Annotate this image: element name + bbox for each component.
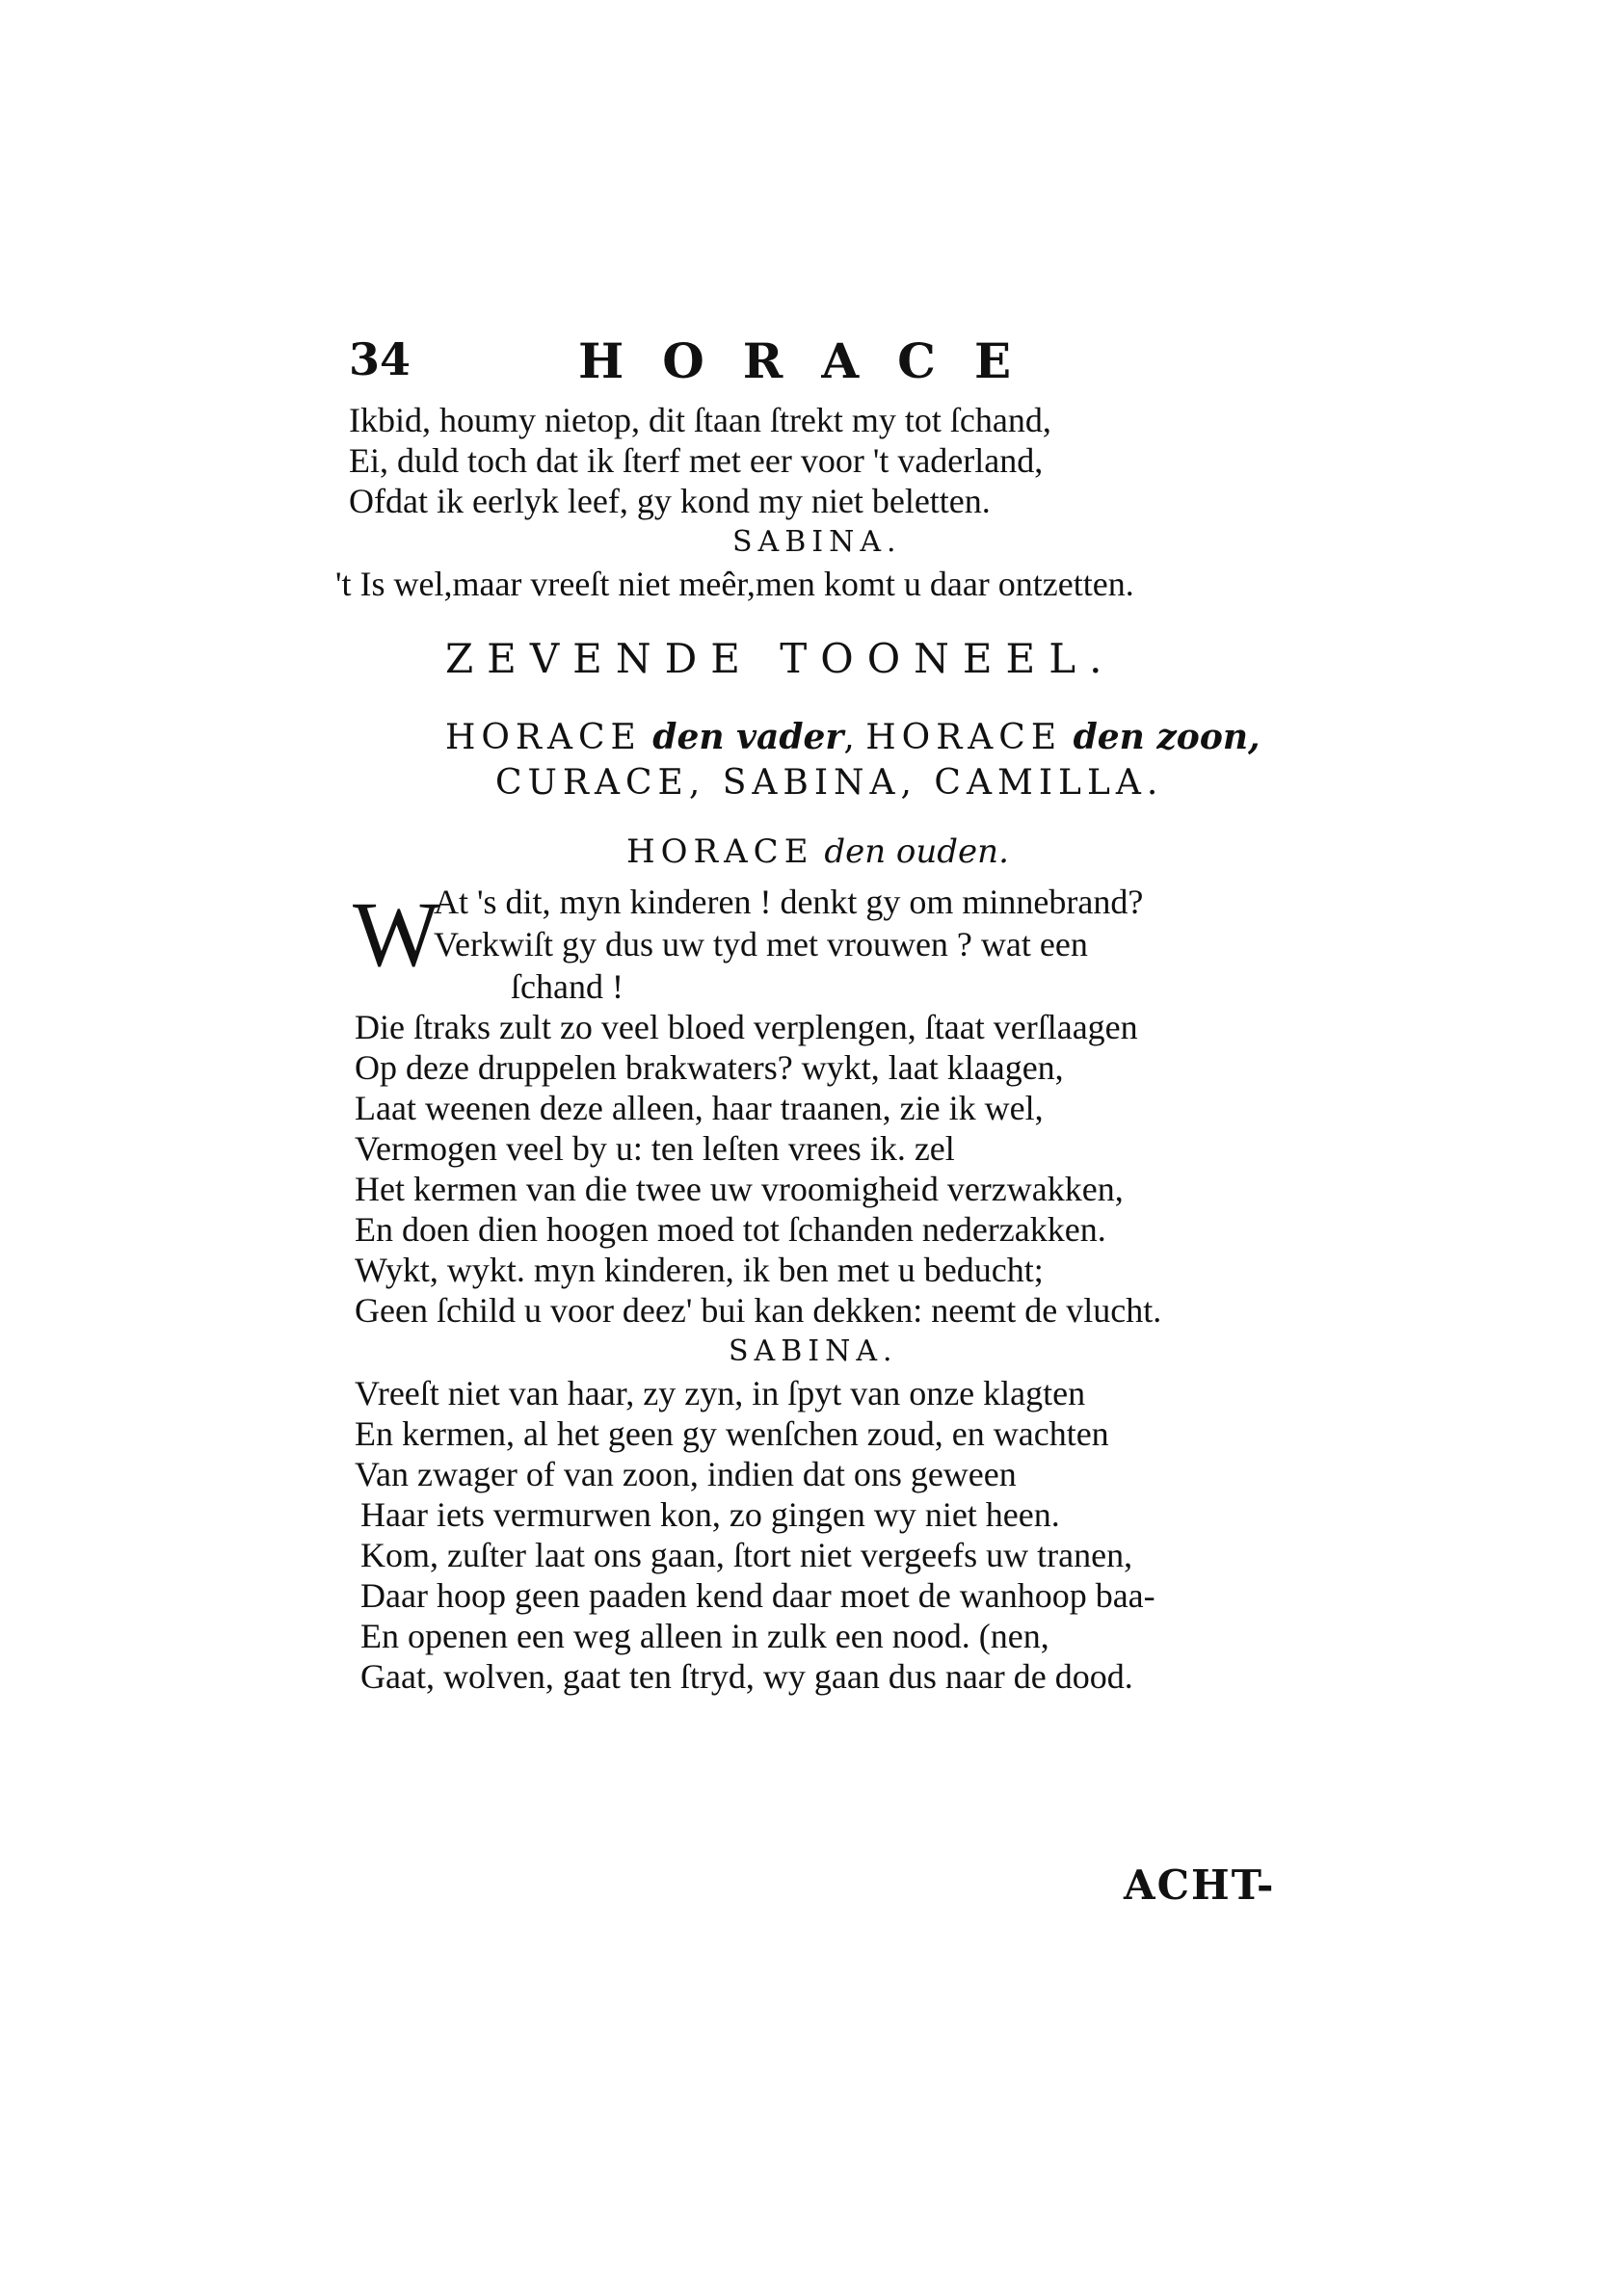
- verse-line: Kom, zuſter laat ons gaan, ſtort niet vergeefs uw tranen,: [360, 1536, 1133, 1574]
- verse-line: Haar iets vermurwen kon, zo gingen wy niet heen.: [360, 1495, 1060, 1534]
- verse-line: Laat weenen deze alleen, haar traanen, zie ik wel,: [355, 1089, 1044, 1127]
- speaker-name: HORACE: [626, 832, 814, 871]
- verse-line: Vermogen veel by u: ten leſten vrees ik. zel: [355, 1129, 955, 1168]
- verse-line: En openen een weg alleen in zulk een nood. (nen,: [360, 1617, 1049, 1655]
- verse-line: Ei, duld toch dat ik ſterf met eer voor 't vaderland,: [349, 441, 1044, 480]
- verse-line: Daar hoop geen paaden kend daar moet de wanhoop baa-: [360, 1576, 1155, 1615]
- verse-line: Ofdat ik eerlyk leef, gy kond my niet beletten.: [349, 482, 991, 520]
- cast-epithet: den zoon,: [1073, 717, 1261, 757]
- verse-line: Gaat, wolven, gaat ten ſtryd, wy gaan dus naar de dood.: [360, 1657, 1133, 1696]
- verse-line: Van zwager of van zoon, indien dat ons geween: [355, 1455, 1017, 1493]
- verse-line: Geen ſchild u voor deez' bui kan dekken: neemt de vlucht.: [355, 1291, 1162, 1330]
- cast-name: HORACE: [445, 718, 642, 757]
- drop-cap: W: [353, 883, 440, 986]
- cast-epithet: den vader: [652, 717, 844, 757]
- verse-line: Het kermen van die twee uw vroomigheid verzwakken,: [355, 1170, 1124, 1208]
- page-number: 34: [349, 333, 411, 385]
- speaker-epithet: den ouden.: [824, 832, 1009, 871]
- verse-line: Ikbid, houmy nietop, dit ſtaan ſtrekt my tot ſchand,: [349, 401, 1051, 439]
- speaker-heading: [626, 832, 1009, 871]
- speaker-name: SABINA.: [732, 525, 902, 559]
- running-title: HORACE: [578, 332, 1050, 389]
- verse-line: Op deze druppelen brakwaters? wykt, laat klaagen,: [355, 1048, 1064, 1087]
- cast-list-line: CURACE, SABINA, CAMILLA.: [495, 763, 1164, 803]
- verse-line: At 's dit, myn kinderen ! denkt gy om minnebrand?: [434, 883, 1144, 921]
- catchword: ACHT-: [1124, 1861, 1276, 1909]
- verse-line: En kermen, al het geen gy wenſchen zoud, en wachten: [355, 1414, 1109, 1453]
- verse-line: Verkwiſt gy dus uw tyd met vrouwen ? wat een: [434, 925, 1088, 963]
- scene-title: ZEVENDE TOONEEL.: [445, 635, 1116, 682]
- cast-separator: ,: [843, 718, 855, 757]
- verse-line: ſchand !: [511, 967, 624, 1006]
- verse-line: En doen dien hoogen moed tot ſchanden nederzakken.: [355, 1210, 1106, 1249]
- cast-name: HORACE: [865, 718, 1063, 757]
- verse-line: Wykt, wykt. myn kinderen, ik ben met u beducht;: [355, 1251, 1044, 1289]
- cast-list-line: [445, 717, 1261, 757]
- verse-line: 't Is wel,maar vreeſt niet meêr,men komt u daar ontzetten.: [335, 565, 1134, 603]
- speaker-name: SABINA.: [729, 1334, 898, 1368]
- verse-line: Die ſtraks zult zo veel bloed verplengen, ſtaat verſlaagen: [355, 1008, 1138, 1046]
- verse-line: Vreeſt niet van haar, zy zyn, in ſpyt van onze klagten: [355, 1374, 1086, 1412]
